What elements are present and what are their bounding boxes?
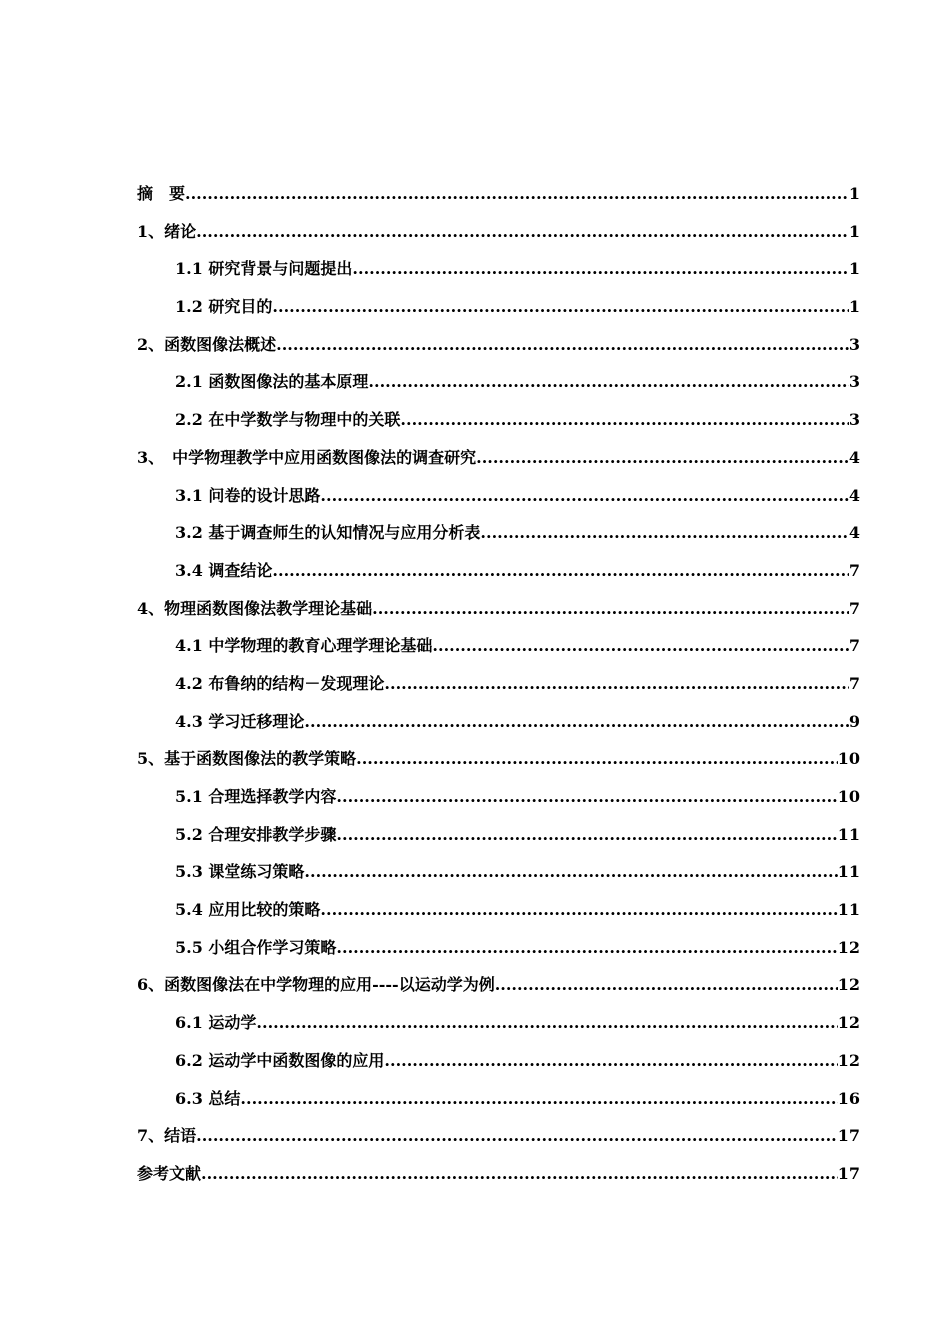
toc-entry-title: 5.3 课堂练习策略 bbox=[175, 862, 305, 882]
toc-entry-section[interactable] bbox=[137, 778, 860, 816]
toc-entry-section[interactable] bbox=[137, 552, 860, 590]
toc-entry-title: 5.4 应用比较的策略 bbox=[175, 900, 321, 920]
toc-entry-chapter[interactable] bbox=[137, 175, 860, 213]
toc-entry-title: 5.1 合理选择教学内容 bbox=[175, 787, 337, 806]
toc-entry-title: 1.1 研究背景与问题提出 bbox=[175, 259, 353, 279]
toc-dot-leader bbox=[480, 514, 848, 552]
toc-dot-leader bbox=[400, 401, 848, 439]
toc-page-number: 4 bbox=[848, 447, 860, 467]
toc-entry-title: 5、基于函数图像法的教学策略 bbox=[137, 749, 357, 769]
toc-page-number: 4 bbox=[848, 485, 860, 505]
toc-entry-section[interactable] bbox=[137, 401, 860, 439]
toc-entry-title: 4.2 布鲁纳的结构－发现理论 bbox=[175, 673, 385, 693]
toc-page-number: 11 bbox=[837, 862, 860, 882]
toc-dot-leader bbox=[196, 1117, 838, 1155]
toc-entry-chapter[interactable] bbox=[137, 213, 860, 251]
toc-entry-title: 6.1 运动学 bbox=[175, 1013, 257, 1033]
toc-page-number: 7 bbox=[848, 673, 860, 693]
toc-entry-title: 参考文献 bbox=[137, 1163, 202, 1183]
toc-entry-chapter[interactable] bbox=[137, 966, 860, 1004]
toc-dot-leader bbox=[476, 439, 849, 477]
toc-entry-title: 4、物理函数图像法教学理论基础 bbox=[137, 598, 373, 618]
toc-page-number: 17 bbox=[837, 1163, 860, 1183]
toc-entry-section[interactable] bbox=[137, 250, 860, 288]
toc-entry-title: 6、函数图像法在中学物理的应用----以运动学为例 bbox=[137, 975, 495, 995]
toc-dot-leader bbox=[276, 326, 849, 364]
toc-entry-title: 摘 要 bbox=[137, 184, 186, 203]
toc-entry-title: 4.3 学习迁移理论 bbox=[175, 711, 305, 731]
toc-entry-section[interactable] bbox=[137, 703, 860, 741]
toc-page-number: 7 bbox=[848, 560, 860, 580]
toc-entry-section[interactable] bbox=[137, 853, 860, 891]
toc-dot-leader bbox=[384, 1042, 837, 1080]
toc-entry-section[interactable] bbox=[137, 514, 860, 552]
toc-entry-chapter[interactable] bbox=[137, 439, 860, 477]
toc-page-number: 4 bbox=[848, 523, 860, 543]
toc-page-number: 1 bbox=[848, 184, 860, 203]
toc-page-number: 12 bbox=[837, 1050, 860, 1070]
toc-page-number: 12 bbox=[837, 975, 860, 995]
toc-page-number: 1 bbox=[848, 259, 860, 279]
toc-entry-section[interactable] bbox=[137, 477, 860, 515]
toc-dot-leader bbox=[304, 703, 848, 741]
toc-dot-leader bbox=[240, 1080, 837, 1118]
toc-dot-leader bbox=[185, 175, 849, 213]
toc-entry-section[interactable] bbox=[137, 288, 860, 326]
toc-page-number: 17 bbox=[837, 1126, 860, 1146]
toc-entry-title: 2、函数图像法概述 bbox=[137, 334, 277, 354]
toc-entry-chapter[interactable] bbox=[137, 590, 860, 628]
toc-page-number: 7 bbox=[848, 636, 860, 656]
toc-entry-chapter[interactable] bbox=[137, 1155, 860, 1193]
toc-page-number: 3 bbox=[848, 334, 860, 354]
toc-entry-title: 7、结语 bbox=[137, 1126, 197, 1146]
toc-entry-section[interactable] bbox=[137, 891, 860, 929]
toc-entry-title: 3.4 调查结论 bbox=[175, 560, 273, 580]
toc-dot-leader bbox=[336, 778, 837, 816]
toc-page-number: 12 bbox=[837, 1013, 860, 1033]
toc-entry-title: 2.2 在中学数学与物理中的关联 bbox=[175, 410, 401, 430]
toc-page-number: 7 bbox=[848, 598, 860, 618]
toc-entry-title: 5.2 合理安排教学步骤 bbox=[175, 824, 337, 844]
toc-entry-section[interactable] bbox=[137, 665, 860, 703]
toc-page-number: 1 bbox=[848, 221, 860, 241]
toc-page-number: 3 bbox=[848, 372, 860, 392]
toc-page-number: 10 bbox=[837, 749, 860, 769]
toc-dot-leader bbox=[432, 627, 848, 665]
toc-page-number: 10 bbox=[837, 787, 860, 806]
toc-dot-leader bbox=[352, 250, 848, 288]
toc-entry-section[interactable] bbox=[137, 1080, 860, 1118]
toc-dot-leader bbox=[495, 966, 838, 1004]
toc-entry-section[interactable] bbox=[137, 816, 860, 854]
toc-entry-title: 1.2 研究目的 bbox=[175, 297, 273, 317]
toc-entry-title: 5.5 小组合作学习策略 bbox=[175, 937, 337, 957]
toc-entry-section[interactable] bbox=[137, 929, 860, 967]
toc-entry-title: 1、绪论 bbox=[137, 221, 197, 241]
toc-entry-section[interactable] bbox=[137, 363, 860, 401]
toc-dot-leader bbox=[272, 552, 848, 590]
toc-entry-section[interactable] bbox=[137, 1042, 860, 1080]
toc-entry-chapter[interactable] bbox=[137, 740, 860, 778]
toc-dot-leader bbox=[356, 740, 838, 778]
toc-entry-title: 6.2 运动学中函数图像的应用 bbox=[175, 1050, 385, 1070]
toc-entry-title: 6.3 总结 bbox=[175, 1088, 241, 1108]
toc-dot-leader bbox=[368, 363, 848, 401]
toc-entry-chapter[interactable] bbox=[137, 326, 860, 364]
toc-entry-title: 2.1 函数图像法的基本原理 bbox=[175, 372, 369, 392]
toc-entry-section[interactable] bbox=[137, 1004, 860, 1042]
toc-entry-chapter[interactable] bbox=[137, 1117, 860, 1155]
toc-dot-leader bbox=[336, 929, 837, 967]
toc-dot-leader bbox=[372, 590, 849, 628]
toc-page-number: 11 bbox=[837, 824, 860, 844]
toc-dot-leader bbox=[320, 477, 848, 515]
toc-page-number: 1 bbox=[848, 297, 860, 317]
toc-entry-title: 4.1 中学物理的教育心理学理论基础 bbox=[175, 636, 433, 656]
toc-dot-leader bbox=[304, 853, 837, 891]
toc-page-number: 9 bbox=[848, 711, 860, 731]
toc-page-number: 12 bbox=[837, 937, 860, 957]
toc-entry-title: 3.1 问卷的设计思路 bbox=[175, 485, 321, 505]
toc-page-number: 16 bbox=[837, 1088, 860, 1108]
toc-page-number: 3 bbox=[848, 410, 860, 430]
toc-dot-leader bbox=[196, 213, 849, 251]
toc-page-number: 11 bbox=[837, 900, 860, 920]
toc-dot-leader bbox=[201, 1155, 838, 1193]
toc-dot-leader bbox=[384, 665, 848, 703]
toc-dot-leader bbox=[272, 288, 848, 326]
toc-dot-leader bbox=[336, 816, 837, 854]
table-of-contents bbox=[137, 175, 860, 1193]
toc-entry-title: 3.2 基于调查师生的认知情况与应用分析表 bbox=[175, 523, 481, 543]
toc-dot-leader bbox=[256, 1004, 837, 1042]
toc-entry-title: 3、 中学物理教学中应用函数图像法的调查研究 bbox=[137, 447, 477, 467]
toc-dot-leader bbox=[320, 891, 837, 929]
toc-entry-section[interactable] bbox=[137, 627, 860, 665]
